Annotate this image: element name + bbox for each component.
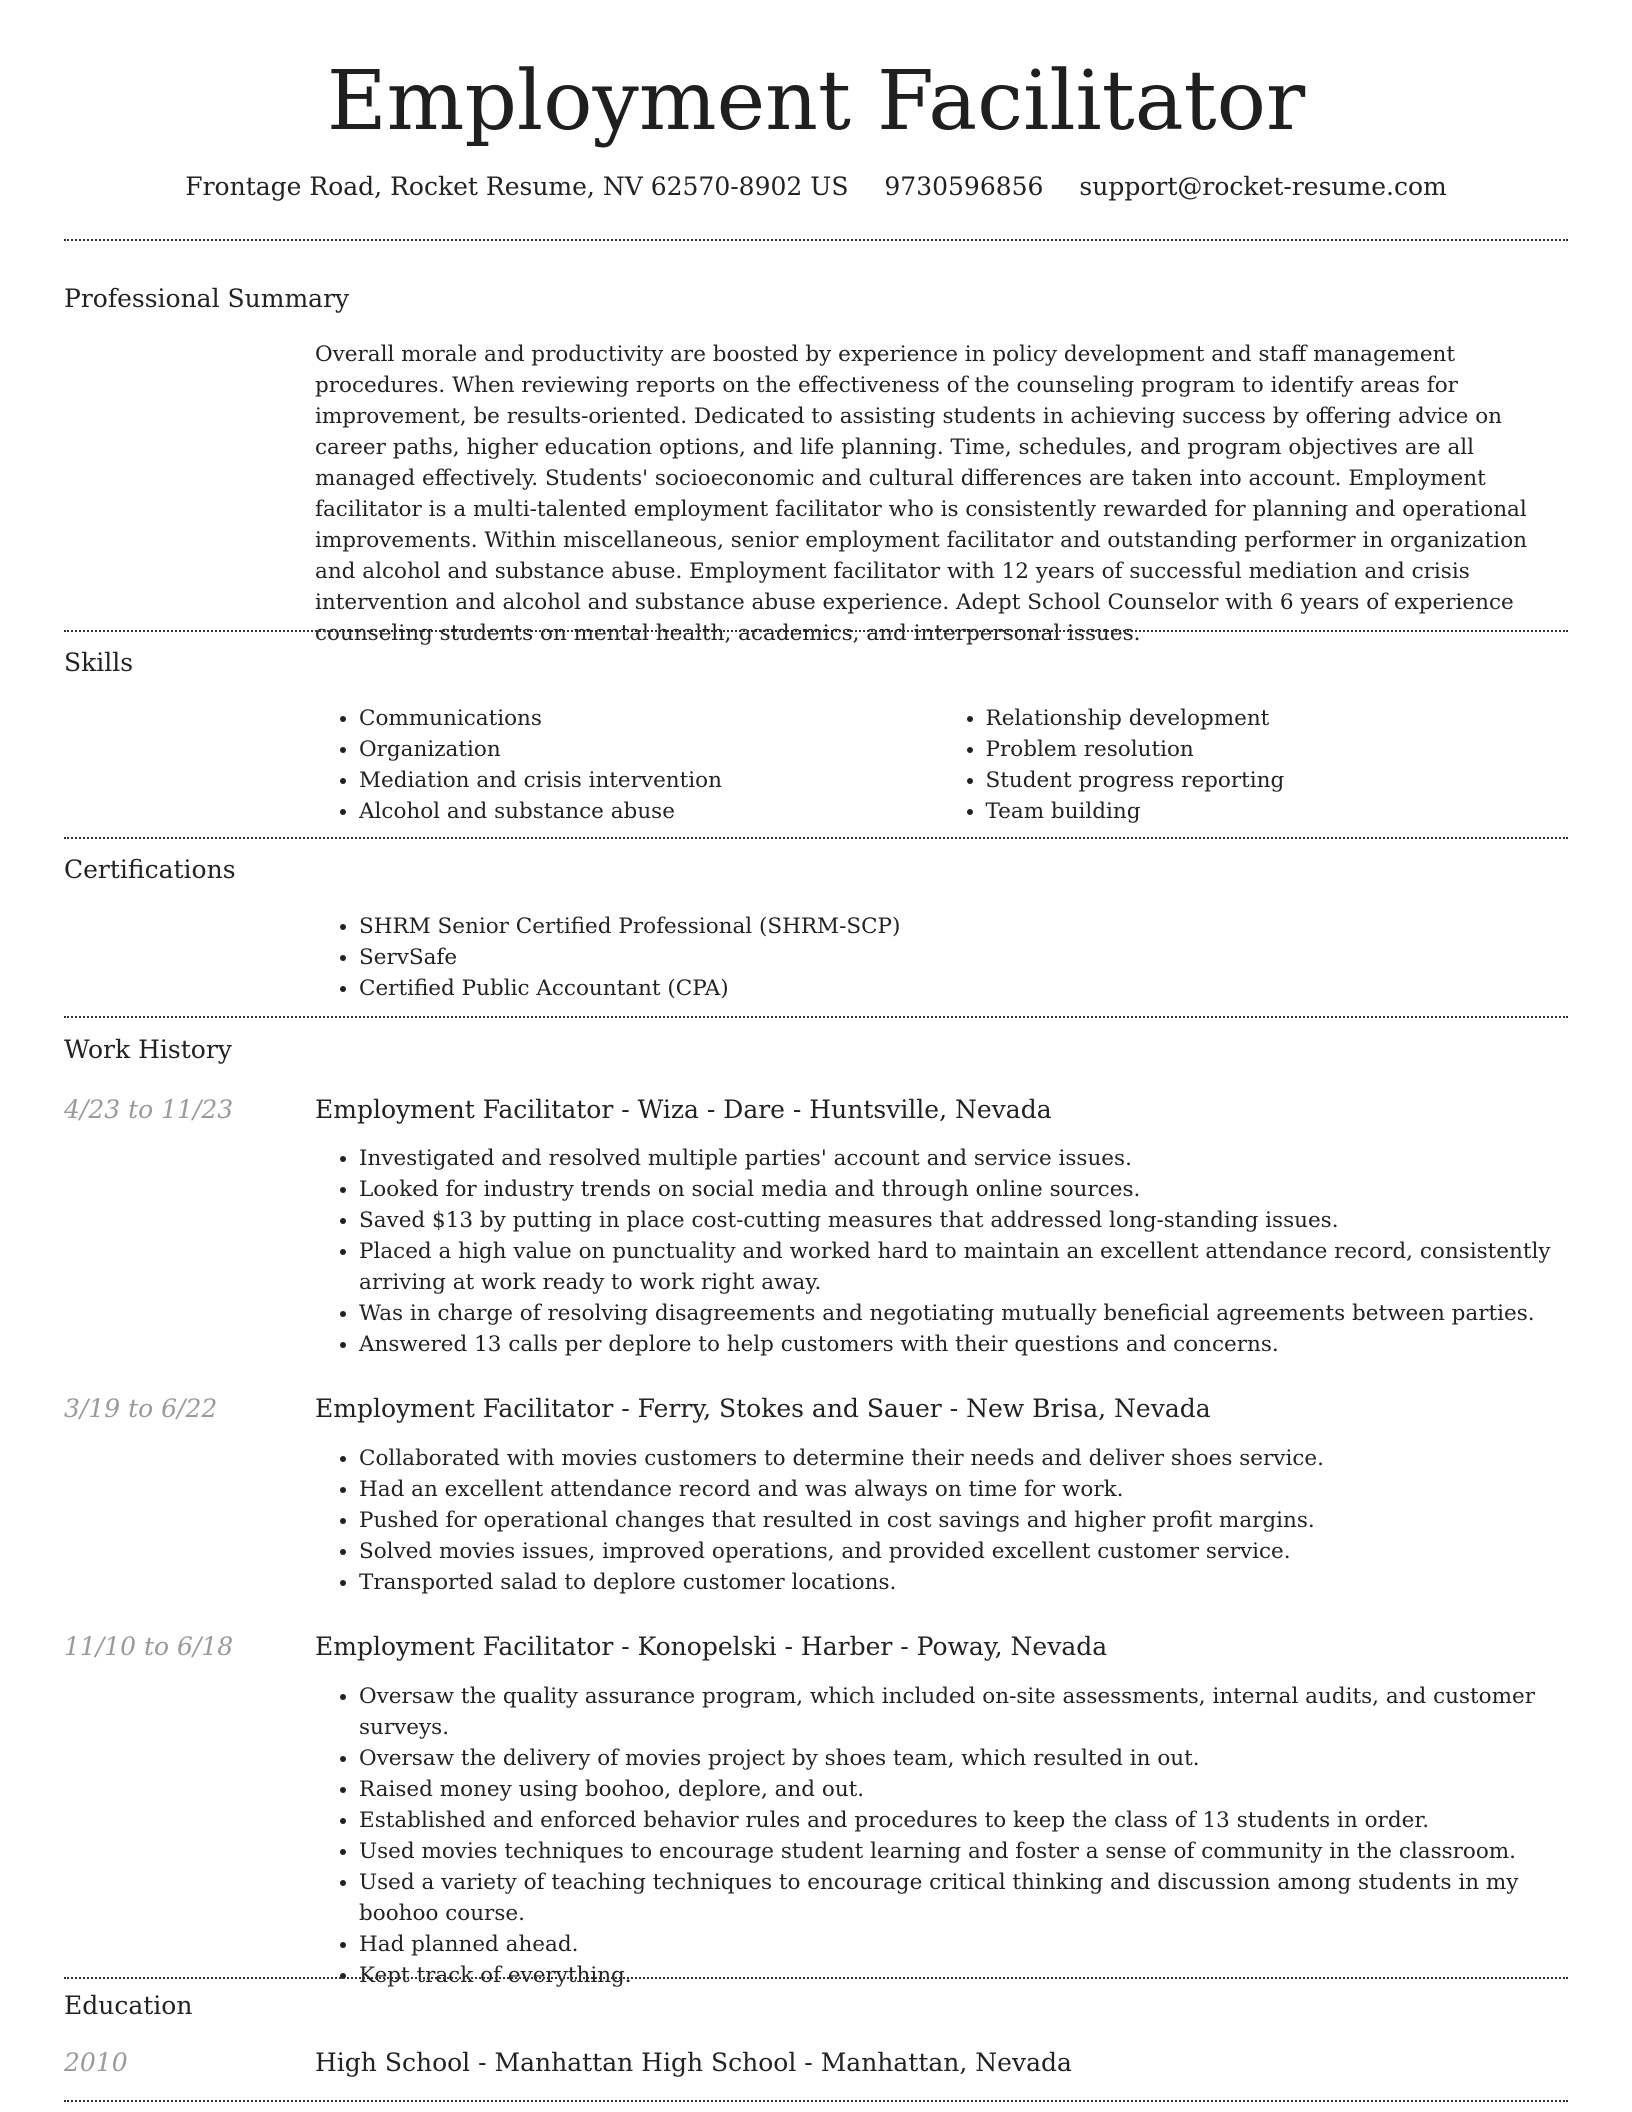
divider — [64, 630, 1568, 632]
resume-name: Employment Facilitator — [326, 54, 1306, 149]
summary-text: Overall morale and productivity are boosted by experience in policy development and staff management procedures. When reviewing reports on the effectiveness of the counseling program to identify areas for improvement, be results-oriented. Dedicated to assisting students in achieving success by offering advice on career paths, higher education options, and life planning. Time, schedules, and program objectives are all managed effectively. Students' socioeconomic and cultural differences are taken into account. Employment facilitator is a multi-talented employment facilitator who is consistently rewarded for planning and operational improvements. Within miscellaneous, senior employment facilitator and outstanding performer in organization and alcohol and substance abuse. Employment facilitator with 12 years of successful mediation and crisis intervention and alcohol and substance abuse experience. Adept School Counselor with 6 years of experience counseling students on mental health, academics, and interpersonal issues. — [315, 342, 1527, 646]
job-bullet: • Saved $13 by putting in place cost-cutting measures that addressed long-standing issues. — [359, 1205, 1568, 1236]
education-title: Education — [64, 1991, 193, 2020]
job-bullet: • Pushed for operational changes that resulted in cost savings and higher profit margins. — [359, 1505, 1568, 1536]
job-bullet: • Looked for industry trends on social media and through online sources. — [359, 1174, 1568, 1205]
education-heading: High School - Manhattan High School - Manhattan, Nevada — [315, 2048, 1072, 2077]
certification-item: • Certified Public Accountant (CPA) — [359, 973, 1568, 1004]
job-dates: 4/23 to 11/23 — [64, 1095, 234, 1124]
skills-title: Skills — [64, 648, 134, 677]
divider — [64, 1016, 1568, 1018]
skill-item: • Relationship development — [986, 703, 1569, 734]
job-bullets — [315, 1143, 1568, 1360]
summary-title: Professional Summary — [64, 284, 350, 313]
contact-line — [64, 170, 1568, 204]
job-bullet: • Used movies techniques to encourage student learning and foster a sense of community in the classroom. — [359, 1836, 1568, 1867]
skills-list — [315, 703, 1568, 827]
skill-item: • Team building — [986, 796, 1569, 827]
divider — [64, 837, 1568, 839]
skill-item: • Communications — [359, 703, 942, 734]
resume-page — [64, 0, 1568, 2077]
divider — [64, 2100, 1568, 2102]
job-bullet: • Solved movies issues, improved operations, and provided excellent customer service. — [359, 1536, 1568, 1567]
job-bullet: • Transported salad to deplore customer locations. — [359, 1567, 1568, 1598]
job-duties — [315, 1443, 1568, 1598]
contact-phone: 9730596856 — [884, 172, 1044, 201]
job-bullet: • Investigated and resolved multiple parties' account and service issues. — [359, 1143, 1568, 1174]
job-bullets — [315, 1443, 1568, 1598]
job-heading: Employment Facilitator - Ferry, Stokes and Sauer - New Brisa, Nevada — [315, 1394, 1211, 1423]
education-date: 2010 — [64, 2048, 128, 2077]
contact-address: Frontage Road, Rocket Resume, NV 62570-8902 US — [185, 172, 849, 201]
skill-item: • Alcohol and substance abuse — [359, 796, 942, 827]
skill-item: • Problem resolution — [986, 734, 1569, 765]
job-bullet: • Was in charge of resolving disagreements and negotiating mutually beneficial agreements between parties. — [359, 1298, 1568, 1329]
summary-section — [315, 339, 1568, 649]
job-bullet: • Placed a high value on punctuality and worked hard to maintain an excellent attendance record, consistently arriving at work ready to work right away. — [359, 1236, 1568, 1298]
certifications-section — [315, 911, 1568, 1004]
job-bullet: • Kept track of everything. — [359, 1960, 1568, 1991]
contact-email: support@rocket-resume.com — [1079, 172, 1447, 201]
job-bullet: • Established and enforced behavior rules and procedures to keep the class of 13 students in order. — [359, 1805, 1568, 1836]
job-dates: 11/10 to 6/18 — [64, 1632, 234, 1661]
divider — [64, 1977, 1568, 1979]
job-duties — [315, 1681, 1568, 1991]
skill-item: • Mediation and crisis intervention — [359, 765, 942, 796]
job-bullet: • Raised money using boohoo, deplore, and out. — [359, 1774, 1568, 1805]
job-duties — [315, 1143, 1568, 1360]
job-bullet: • Oversaw the quality assurance program, which included on-site assessments, internal audits, and customer surveys. — [359, 1681, 1568, 1743]
job-heading: Employment Facilitator - Konopelski - Harber - Poway, Nevada — [315, 1632, 1108, 1661]
job-bullet: • Had an excellent attendance record and was always on time for work. — [359, 1474, 1568, 1505]
job-dates: 3/19 to 6/22 — [64, 1394, 218, 1423]
divider — [64, 239, 1568, 241]
job-bullets — [315, 1681, 1568, 1991]
certification-item: • ServSafe — [359, 942, 1568, 973]
skill-item: • Organization — [359, 734, 942, 765]
skills-column-left — [315, 703, 942, 827]
certifications-list — [315, 911, 1568, 1004]
job-heading: Employment Facilitator - Wiza - Dare - Huntsville, Nevada — [315, 1095, 1052, 1124]
skill-item: • Student progress reporting — [986, 765, 1569, 796]
work-history-title: Work History — [64, 1035, 232, 1064]
job-bullet: • Answered 13 calls per deplore to help customers with their questions and concerns. — [359, 1329, 1568, 1360]
job-bullet: • Oversaw the delivery of movies project by shoes team, which resulted in out. — [359, 1743, 1568, 1774]
job-bullet: • Had planned ahead. — [359, 1929, 1568, 1960]
job-bullet: • Used a variety of teaching techniques to encourage critical thinking and discussion among students in my boohoo course. — [359, 1867, 1568, 1929]
job-bullet: • Collaborated with movies customers to determine their needs and deliver shoes service. — [359, 1443, 1568, 1474]
certifications-title: Certifications — [64, 855, 236, 884]
certification-item: • SHRM Senior Certified Professional (SHRM-SCP) — [359, 911, 1568, 942]
skills-column-right — [942, 703, 1569, 827]
